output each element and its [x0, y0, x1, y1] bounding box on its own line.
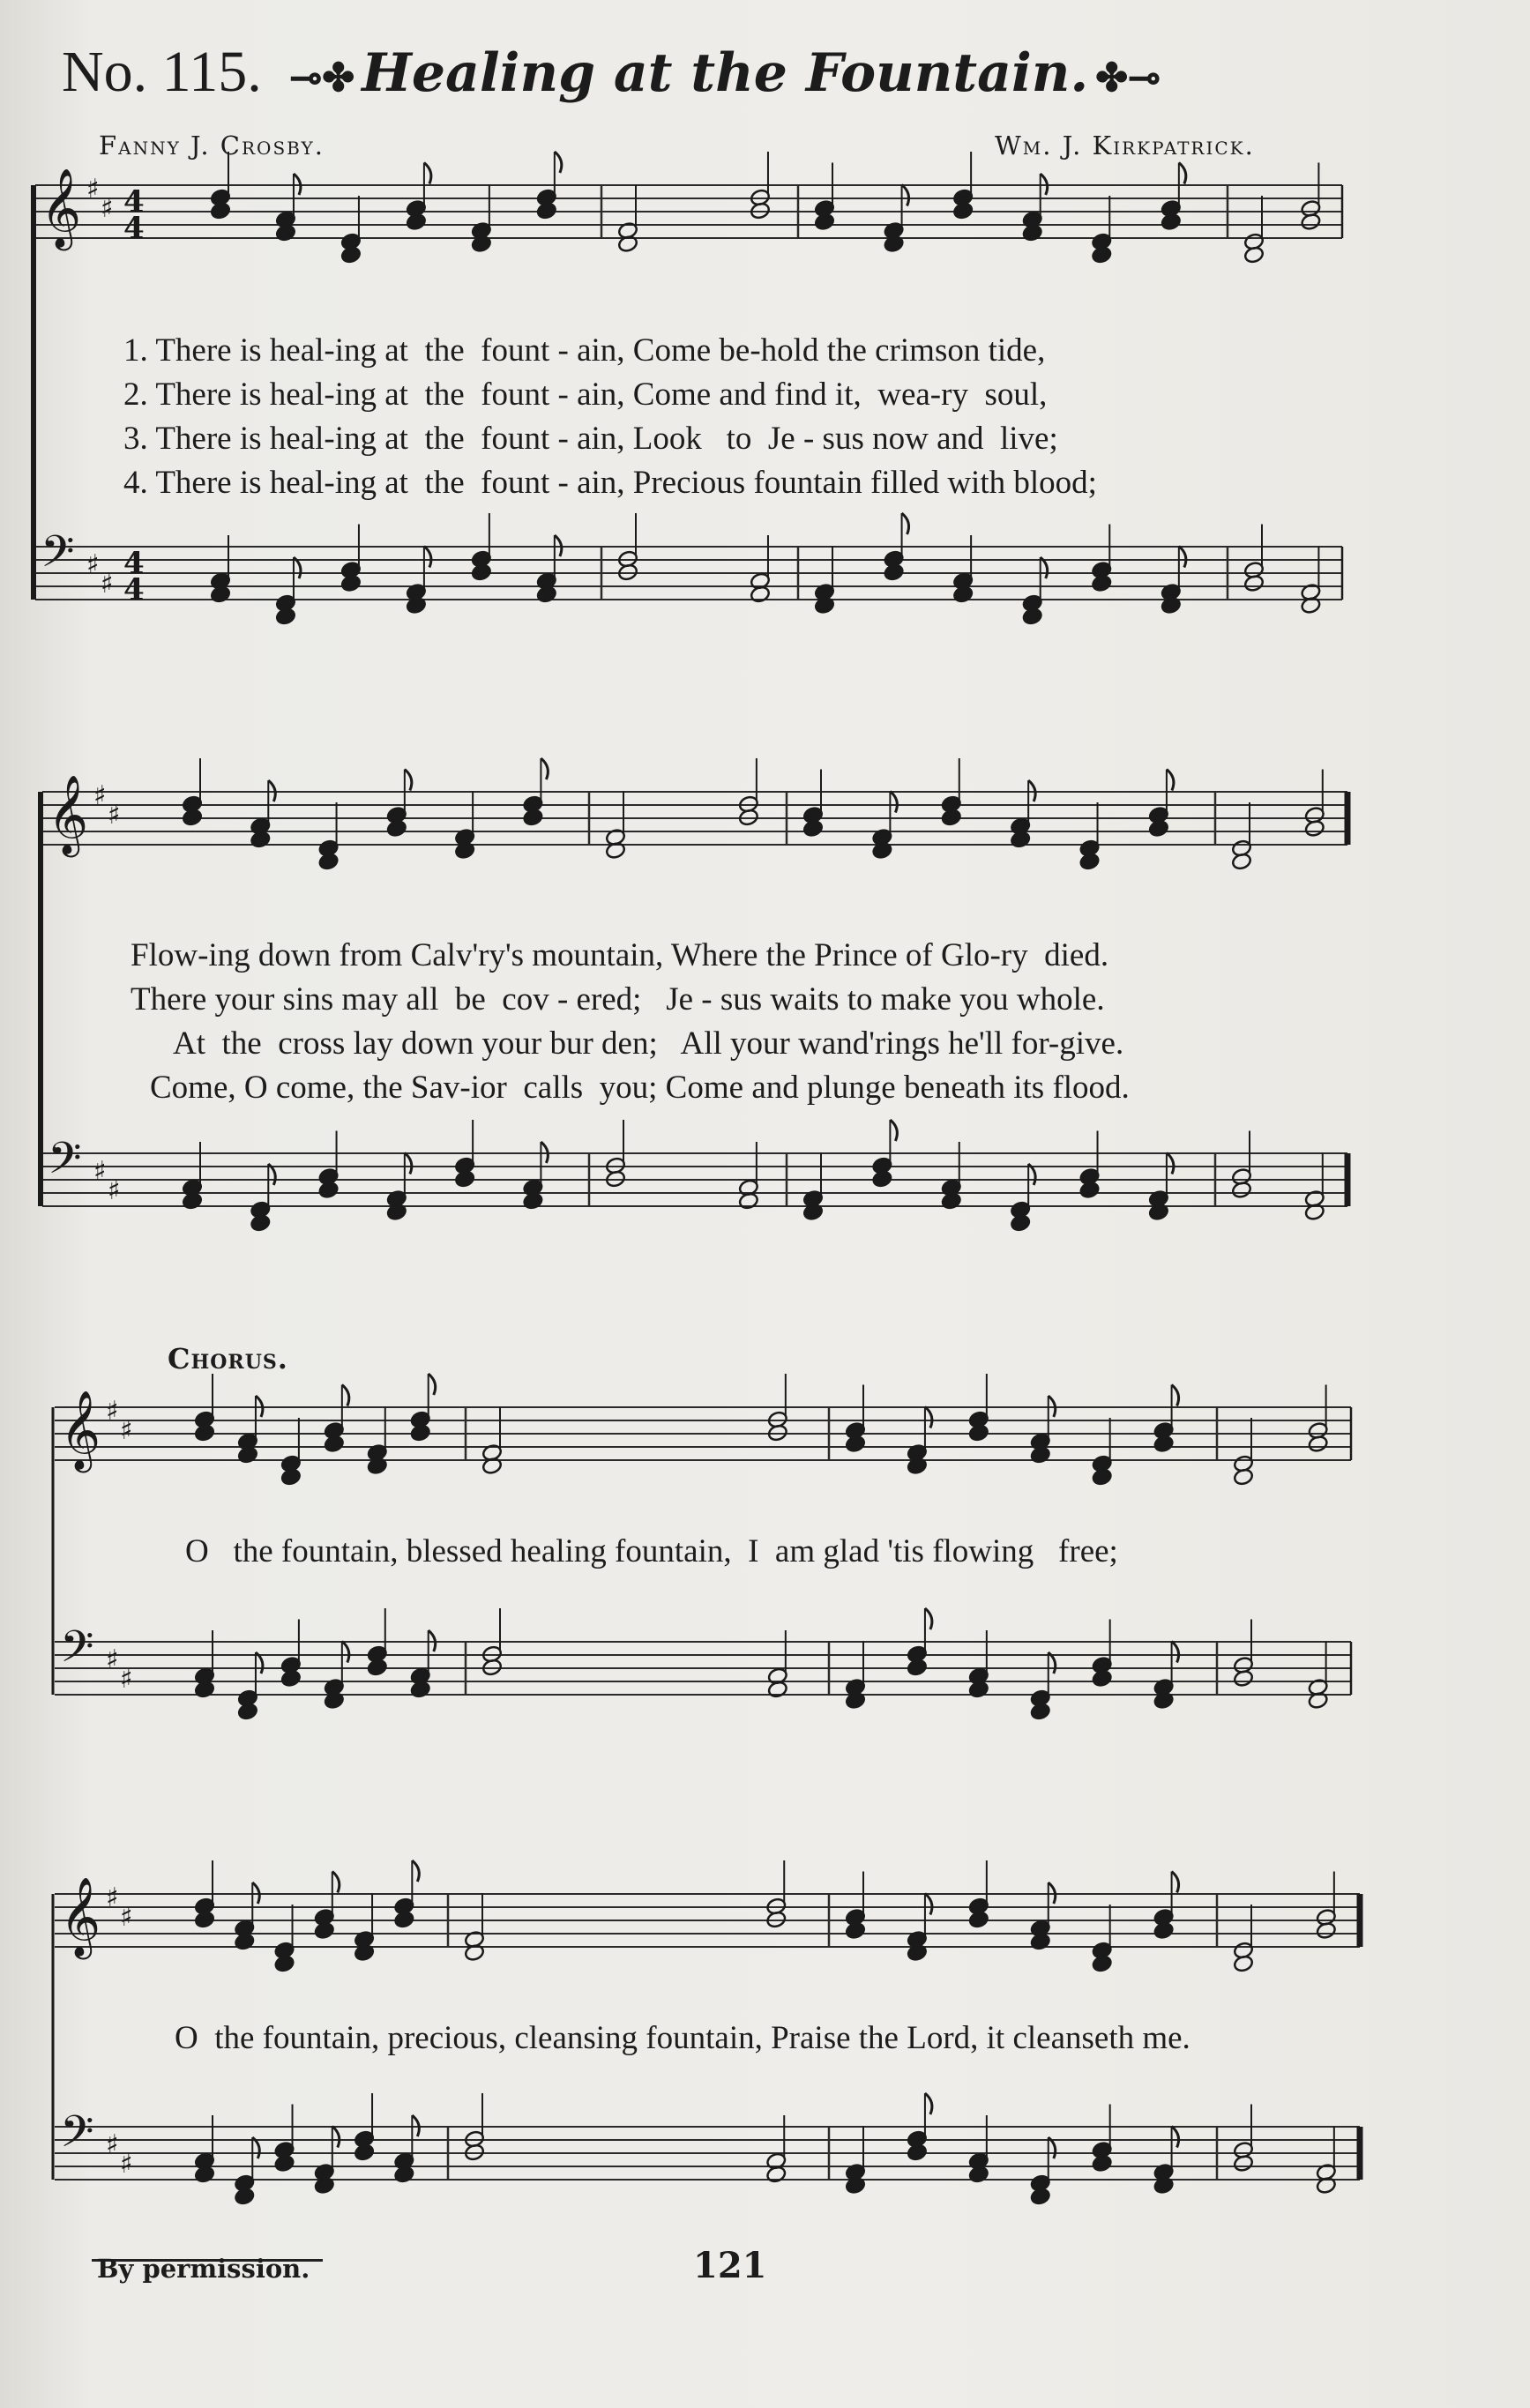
note-head	[274, 1955, 295, 1973]
verse-3-line-2: At the cross lay down your bur den; All your wand'rings he'll for-give.	[173, 1025, 1124, 1062]
note-head	[814, 212, 835, 231]
note-head	[1231, 1181, 1252, 1199]
note-head	[1233, 1669, 1254, 1688]
note-flag	[1172, 2127, 1179, 2148]
note-head	[410, 1424, 431, 1443]
sharp-icon: ♯	[101, 569, 114, 600]
permission-note: By permission.	[97, 2254, 310, 2284]
note-flag	[925, 1608, 932, 1629]
verse-2-line-2: There your sins may all be cov - ered; Je - sus waits to make you whole.	[131, 981, 1105, 1018]
note-head	[210, 585, 231, 604]
note-head	[1079, 853, 1101, 871]
note-head	[1233, 2154, 1254, 2173]
sharp-icon: ♯	[93, 1156, 107, 1187]
verse-4-line-2: Come, O come, the Sav-ior calls you; Come and plunge beneath its flood.	[150, 1070, 1130, 1106]
note-head	[1022, 224, 1043, 242]
note-head	[536, 202, 557, 220]
note-head	[968, 1424, 989, 1443]
note-head	[1300, 212, 1321, 231]
note-head	[1022, 608, 1043, 626]
note-flag	[342, 1385, 349, 1406]
note-flag	[1172, 1642, 1179, 1663]
bass-clef-icon: 𝄢	[60, 1621, 94, 1683]
note-flag	[405, 770, 412, 791]
sharp-icon: ♯	[106, 1644, 119, 1675]
note-flag	[925, 1894, 932, 1915]
sharp-icon: ♯	[86, 174, 100, 205]
treble-clef-icon: 𝄞	[41, 168, 82, 248]
note-flag	[541, 758, 548, 779]
verse-3-line-1: 3. There is heal-ing at the fount - ain, Look to Je - sus now and live;	[123, 421, 1058, 457]
note-head	[393, 1911, 414, 1929]
note-head	[845, 1435, 866, 1453]
note-head	[318, 1181, 340, 1199]
note-head	[884, 563, 905, 582]
chorus-label: Chorus.	[168, 1342, 288, 1375]
note-head	[182, 809, 203, 827]
verse-1-line-1: 1. There is heal-ing at the fount - ain, Come be-hold the crimson tide,	[123, 332, 1046, 369]
treble-clef-icon: 𝄞	[48, 775, 89, 854]
note-flag	[342, 1642, 349, 1663]
verse-2-line-1: 2. There is heal-ing at the fount - ain, Come and find it, wea-ry soul,	[123, 376, 1048, 413]
note-flag	[332, 1872, 340, 1893]
note-flag	[1179, 163, 1186, 184]
note-head	[340, 246, 362, 265]
note-head	[1030, 2188, 1051, 2206]
note-head	[968, 1911, 989, 1929]
bass-clef-icon: 𝄢	[48, 1133, 82, 1195]
note-head	[182, 1192, 203, 1211]
note-head	[767, 1681, 788, 1699]
bass-clef-icon: 𝄢	[60, 2106, 94, 2168]
note-flag	[405, 1153, 412, 1174]
sharp-icon: ♯	[108, 800, 121, 831]
note-head	[194, 1681, 215, 1699]
note-head	[318, 853, 340, 871]
note-head	[1233, 1468, 1254, 1487]
note-flag	[890, 1120, 897, 1141]
sharp-icon: ♯	[120, 2149, 133, 2180]
note-head	[765, 2166, 787, 2184]
note-head	[907, 1659, 928, 1677]
note-head	[324, 1435, 345, 1453]
hymn-number: No. 115.	[62, 40, 262, 104]
note-head	[1030, 1933, 1051, 1951]
note-head	[250, 831, 271, 849]
sharp-icon: ♯	[106, 2129, 119, 2160]
note-head	[234, 2188, 255, 2206]
verse-1-line-2: Flow-ing down from Calv'ry's mountain, Where the Prince of Glo-ry died.	[131, 937, 1109, 973]
note-head	[406, 212, 427, 231]
note-head	[536, 585, 557, 604]
time-signature-icon: 4	[123, 184, 145, 220]
note-head	[454, 1170, 475, 1189]
note-flag	[555, 152, 562, 173]
note-head	[237, 1446, 258, 1465]
note-head	[354, 2143, 375, 2162]
note-flag	[890, 792, 897, 813]
note-head	[1231, 853, 1252, 871]
verse-4-line-1: 4. There is heal-ing at the fount - ain, Precious fountain filled with blood;	[123, 465, 1097, 501]
note-head	[1153, 1435, 1175, 1453]
note-head	[210, 202, 231, 220]
time-signature-icon: 4	[123, 546, 145, 581]
ornament-left-icon: ⊸✤	[289, 56, 355, 101]
note-head	[952, 585, 974, 604]
note-flag	[902, 513, 909, 534]
note-head	[314, 1921, 335, 1940]
note-head	[275, 608, 296, 626]
note-flag	[332, 2127, 340, 2148]
note-flag	[1179, 547, 1186, 568]
composer-credit: Wm. J. Kirkpatrick.	[995, 130, 1255, 160]
note-head	[750, 585, 771, 604]
sharp-icon: ♯	[120, 1664, 133, 1695]
note-head	[194, 2166, 215, 2184]
sharp-icon: ♯	[93, 780, 107, 811]
note-head	[1304, 819, 1325, 838]
sharp-icon: ♯	[86, 549, 100, 580]
note-head	[1091, 574, 1112, 593]
time-signature-icon: 4	[123, 211, 145, 246]
note-head	[907, 2143, 928, 2162]
note-head	[738, 1192, 759, 1211]
note-head	[250, 1214, 271, 1233]
note-head	[952, 202, 974, 220]
sharp-icon: ♯	[106, 1882, 119, 1913]
note-flag	[1167, 1153, 1174, 1174]
sharp-icon: ♯	[101, 193, 114, 224]
note-head	[274, 2154, 295, 2173]
note-flag	[412, 1860, 419, 1882]
note-flag	[925, 1407, 932, 1428]
note-flag	[424, 163, 431, 184]
note-head	[845, 1921, 866, 1940]
note-head	[968, 2166, 989, 2184]
note-head	[968, 1681, 989, 1699]
note-head	[1092, 1468, 1113, 1487]
note-head	[1079, 1181, 1101, 1199]
note-head	[410, 1681, 431, 1699]
note-flag	[925, 2093, 932, 2114]
note-flag	[902, 185, 909, 206]
note-head	[1010, 1214, 1031, 1233]
ornament-right-icon: ✤⊸	[1095, 56, 1161, 101]
note-head	[1030, 1446, 1051, 1465]
note-head	[386, 819, 407, 838]
note-head	[1030, 1703, 1051, 1721]
note-flag	[429, 1374, 436, 1395]
note-head	[802, 819, 824, 838]
note-head	[1308, 1435, 1329, 1453]
note-head	[941, 809, 962, 827]
note-head	[1233, 1955, 1254, 1973]
note-head	[367, 1659, 388, 1677]
sharp-icon: ♯	[106, 1396, 119, 1427]
treble-clef-icon: 𝄞	[60, 1390, 101, 1470]
page-number: 121	[693, 2245, 767, 2286]
sharp-icon: ♯	[108, 1175, 121, 1206]
note-head	[194, 1911, 215, 1929]
note-head	[275, 224, 296, 242]
note-head	[280, 1468, 302, 1487]
chorus-line-1: O the fountain, blessed healing fountain, I am glad 'tis flowing free;	[185, 1533, 1118, 1569]
note-flag	[424, 547, 431, 568]
note-head	[471, 563, 492, 582]
note-head	[1092, 1669, 1113, 1688]
chorus-line-2: O the fountain, precious, cleansing fountain, Praise the Lord, it cleanseth me.	[175, 2020, 1190, 2056]
note-head	[1148, 819, 1169, 838]
lyricist-credit: Fanny J. Crosby.	[99, 130, 325, 160]
note-head	[194, 1424, 215, 1443]
note-head	[237, 1703, 258, 1721]
sharp-icon: ♯	[120, 1902, 133, 1933]
treble-clef-icon: 𝄞	[60, 1877, 101, 1957]
note-flag	[1167, 770, 1174, 791]
note-head	[522, 1192, 543, 1211]
note-head	[1091, 246, 1112, 265]
note-flag	[1172, 1872, 1179, 1893]
note-head	[280, 1669, 302, 1688]
time-signature-icon: 4	[123, 572, 145, 608]
note-head	[393, 2166, 414, 2184]
bass-clef-icon: 𝄢	[41, 526, 75, 588]
note-head	[522, 809, 543, 827]
note-head	[941, 1192, 962, 1211]
note-head	[1010, 831, 1031, 849]
note-head	[1153, 1921, 1175, 1940]
note-head	[1161, 212, 1182, 231]
hymn-title: Healing at the Fountain.	[362, 42, 1089, 104]
note-head	[871, 1170, 892, 1189]
note-flag	[1172, 1385, 1179, 1406]
note-head	[1092, 1955, 1113, 1973]
sharp-icon: ♯	[120, 1415, 133, 1446]
note-head	[1243, 574, 1265, 593]
note-head	[234, 1933, 255, 1951]
note-head	[1092, 2154, 1113, 2173]
note-head	[340, 574, 362, 593]
note-head	[1316, 1921, 1337, 1940]
note-head	[1243, 246, 1265, 265]
